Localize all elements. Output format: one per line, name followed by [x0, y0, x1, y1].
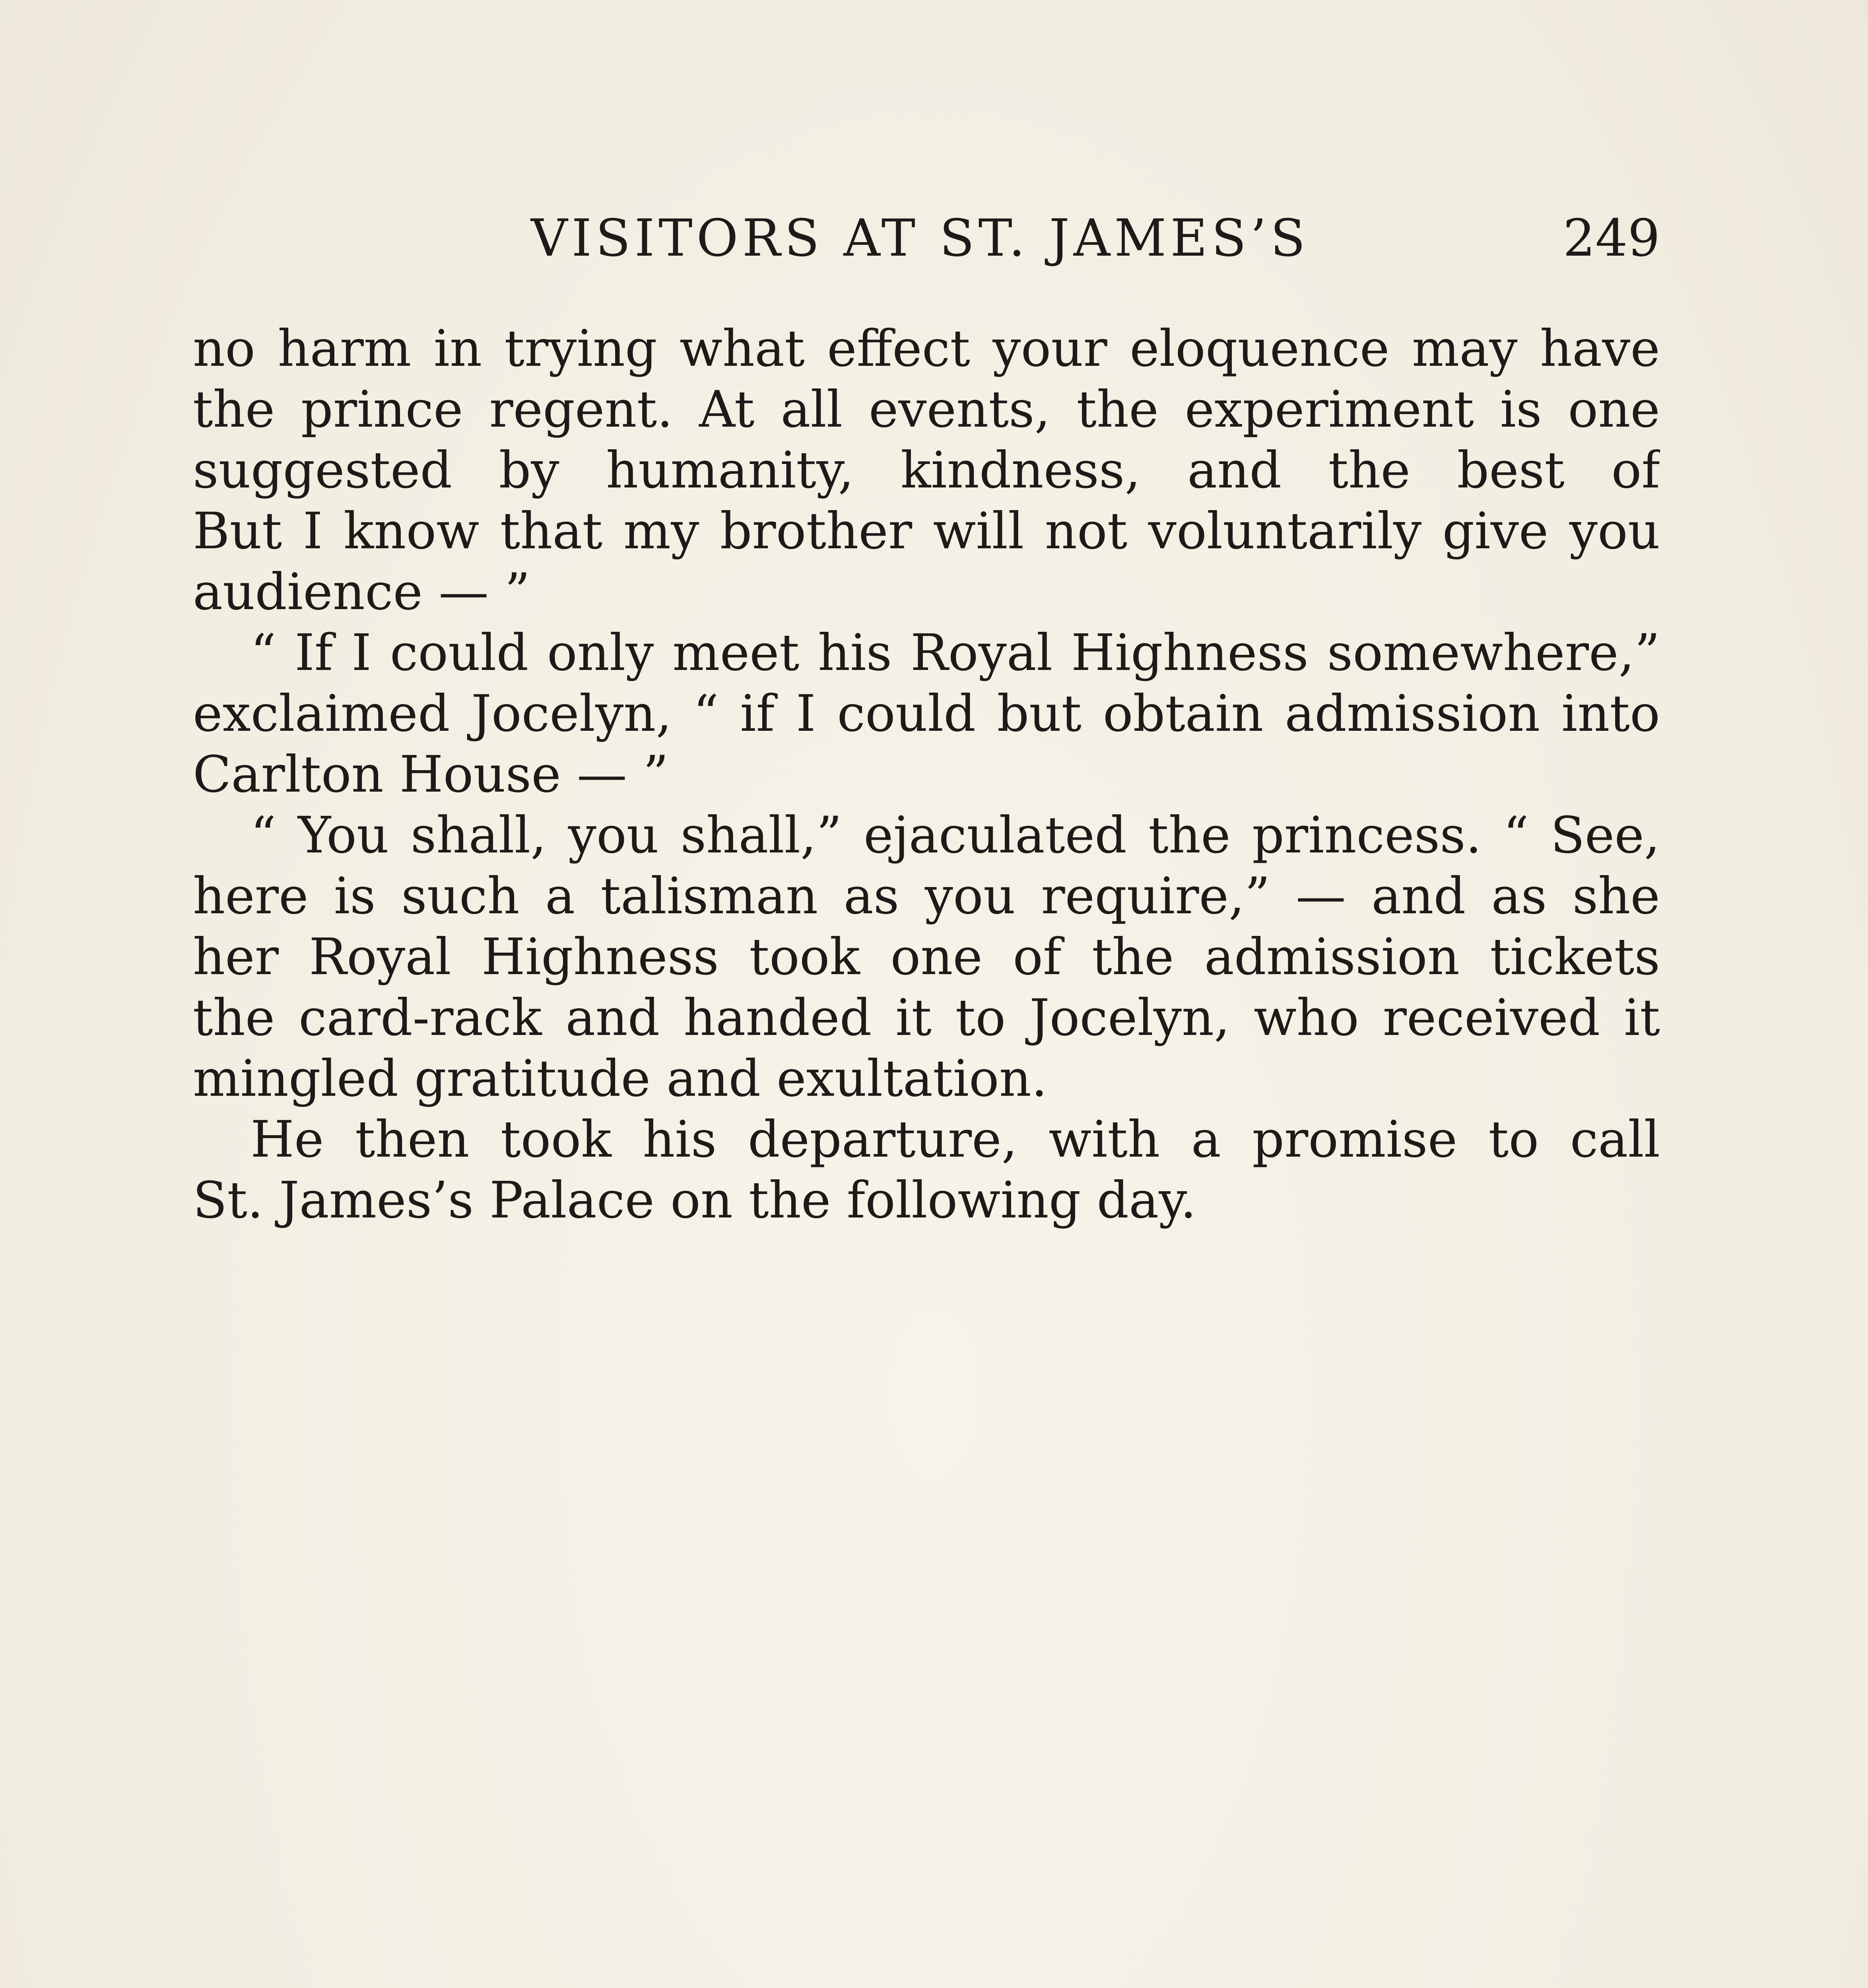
text-line: “ If I could only meet his Royal Highness somewhere,”	[250, 623, 1660, 682]
text-line: Carlton House — ”	[193, 745, 669, 804]
text-line: exclaimed Jocelyn, “ if I could but obtain admission into	[193, 684, 1660, 743]
text-line: the card-rack and handed it to Jocelyn, who received it	[193, 988, 1660, 1047]
running-title: VISITORS AT ST. JAMES’S	[531, 209, 1309, 268]
text-line: here is such a talisman as you require,” — and as she	[193, 867, 1660, 925]
text-line: But I know that my brother will not voluntarily give you	[193, 502, 1660, 560]
text-line: “ You shall, you shall,” ejaculated the princess. “ See,	[250, 806, 1660, 864]
text-line: audience — ”	[193, 563, 530, 621]
text-line: mingled gratitude and exultation.	[193, 1049, 1047, 1108]
text-line: the prince regent. At all events, the experiment is one	[193, 380, 1660, 439]
text-line: no harm in trying what effect your eloquence may have	[193, 319, 1660, 378]
text-line: St. James’s Palace on the following day.	[193, 1171, 1196, 1229]
body-text	[193, 318, 1660, 1231]
text-line: suggested by humanity, kindness, and the best of	[193, 441, 1660, 499]
running-head	[193, 203, 1660, 274]
page-number: 249	[1563, 209, 1660, 268]
text-line: her Royal Highness took one of the admission tickets	[193, 928, 1660, 986]
text-line: He then took his departure, with a promise to call	[250, 1110, 1660, 1169]
